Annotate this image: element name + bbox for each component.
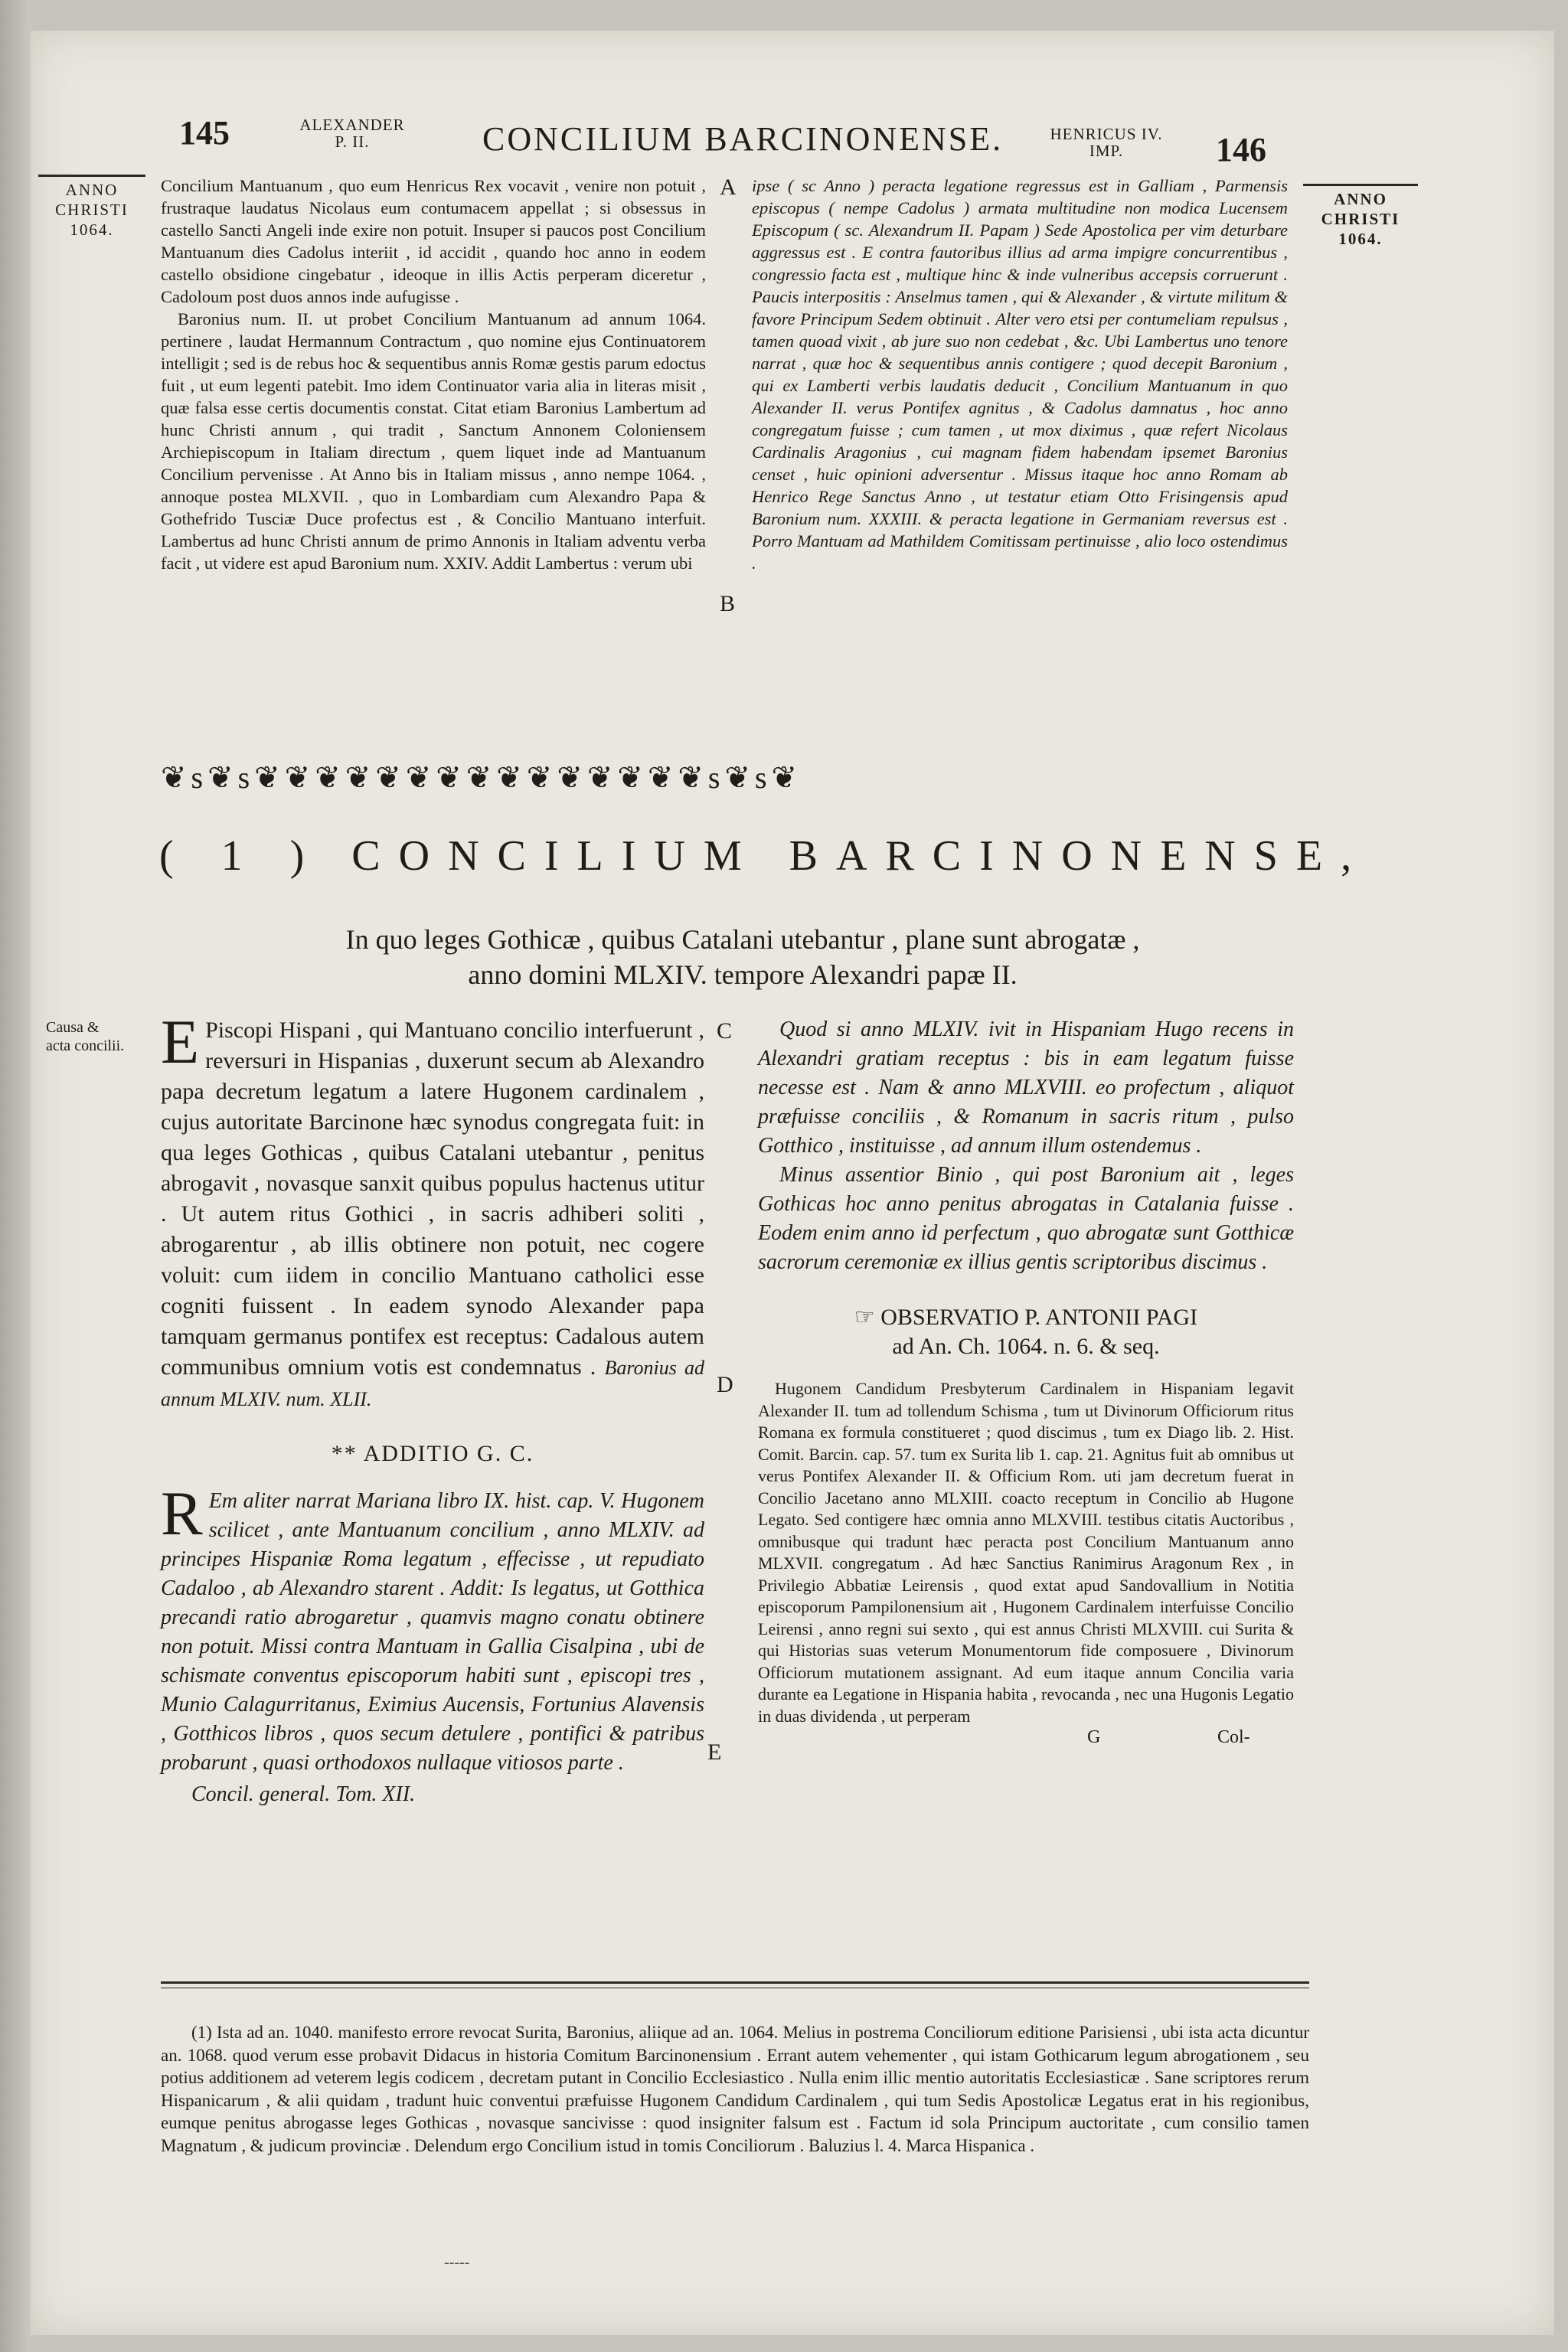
column-letter-c: C: [717, 1018, 733, 1044]
margin-anno-left-line: CHRISTI: [55, 201, 129, 219]
margin-anno-left: [38, 175, 145, 240]
additio-text: Em aliter narrat Mariana libro IX. hist. cap. V. Hugonem scilicet , ante Mantuanum concilium , anno MLXIV. ad principes Hispaniæ Roma legatum , effecisse , ut repudiato Cadaloo , ab Alexandro starent . Addit: Is legatus, ut Gotthica precandi ratio abrogaretur , quamvis magno conatu obtinere non potuit. Missi contra Mantuam in Gallia Cisalpina , ubi de schismate conventus episcoporum habiti sunt , episcopi tres , Munio Calagurritanus, Eximius Aucensis, Fortunius Alavensis , Gotthicos libros , quos secum detulere , pontifici & patribus probarunt , quasi orthodoxos nullaque vitiosos parte .: [161, 1489, 704, 1775]
paragraph: Concilium Mantuanum , quo eum Henricus Rex vocavit , venire non potuit , frustraque laudatus Nicolaus eum contumacem appellat ; si obsessus in castello Sancti Angeli inde exire non potuit. Insuper si paucos post Concilium Mantuanum dies Cadolus interiit , id accidit , quando hoc anno in eodem castello obsidione cingebatur , ideoque in illis Actis perperam diceretur , Cadoloum post duos annos inde aufugisse .: [161, 176, 706, 306]
catchword: Col-: [1217, 1727, 1250, 1747]
running-head-left: [299, 116, 406, 150]
observatio-text: Hugonem Candidum Presbyterum Cardinalem in Hispaniam legavit Alexander II. tum ad tollendum Schisma , tum ut Divinorum Officiorum ritus Romana ex formula constitueret ; quod discimus , tum ex Diago lib. 2. Hist. Comit. Barcin. cap. 57. tum ex Surita lib 1. cap. 21. Agnitus fuit ab omnibus ut verus Pontifex Alexander II. & Officium Rom. uti jam decretum fuerat in Concilio Jacetano anno MLXIII. coacto receptum in Concilio ab Hugone Legato. Sed contigere hæc omnia anno MLXVIII. testibus citatis Auctoribus , omnibusque qui tradunt hæc peracta post Concilium Mantuanum anno MLXVII. congregatum . Ad hæc Sanctius Ranimirus Aragonum Rex , in Privilegio Abbatiæ Leirensis , quod extat apud Sandovallium in Notitia episcoporum Pampilonensium ait , Hugonem Cardinalem interfuisse Concilio Leirensi , anno regni sui sexto , qui est annus Christi MLXVIII. cui Surita & qui Historias suas veterum Monumentorum fide composuere , Divinorum Officiorum mutationem assignant. Ad eum itaque annum Concilia varia durante ea Legatione in Hispania habita , revocanda , nec una Hugonis Legatio in duas dividenda , ut perperam: [758, 1379, 1294, 1726]
running-head-right-line1: HENRICUS IV.: [1050, 125, 1163, 143]
margin-anno-right: [1303, 184, 1418, 249]
running-head-right-line2: IMP.: [1089, 142, 1124, 160]
observatio-heading-line1: ☞ OBSERVATIO P. ANTONII PAGI: [854, 1305, 1198, 1330]
paragraph: Baronius num. II. ut probet Concilium Mantuanum ad annum 1064. pertinere , laudat Hermannum Contractum , quo nomine ejus Continuatorem intelligit ; sed is de rebus hoc & sequentibus annis Romæ gestis parum edoctus fuit , ut eum legenti patebit. Imo idem Continuator varia alia in literas misit , quæ falsa esse certis documentis constat. Citat etiam Baronius Lambertum ad hunc Christi annum , qui tradit , Sanctum Annonem Coloniensem Archiepiscopum in Italiam directum , quem liquet inde ad Mantuanum Concilium pervenisse . At Anno bis in Italiam missus , anno nempe 1064. , annoque postea MLXVII. , quo in Lombardiam cum Alexandro Papa & Gothefrido Tusciæ Duce profectus est , & Concilio Mantuano interfuit. Lambertus ad hunc Christi annum de primo Annonis in Italiam adventu verba facit , ut videre est apud Baronium num. XXIV. Addit Lambertus : verum ubi: [161, 309, 706, 573]
signature-mark: G: [1087, 1727, 1101, 1747]
drop-cap: R: [161, 1478, 203, 1548]
ornament-band: ❦s❦s❦❦❦❦❦❦❦❦❦❦❦❦❦❦❦s❦s❦: [161, 760, 802, 795]
page-number-right: 146: [1216, 131, 1266, 168]
margin-anno-right-line: CHRISTI: [1321, 210, 1400, 228]
column-letter-d: D: [717, 1372, 733, 1397]
margin-causa-note: [46, 1018, 145, 1055]
column-letter-e: E: [707, 1740, 722, 1765]
main-left-column: [161, 1007, 704, 1807]
margin-anno-right-line: 1064.: [1338, 230, 1383, 248]
section-subtitle-line2: anno domini MLXIV. tempore Alexandri papæ II.: [468, 959, 1018, 990]
footnote: (1) Ista ad an. 1040. manifesto errore revocat Surita, Baronius, aliique ad an. 1064. Melius in postrema Conciliorum editione Parisiensi , ubi ista acta dicuntur an. 1068. quod verum esse probavit Didacus in historia Comitum Barcinonensium . Errant autem vehementer , qui istam Gothicarum legum abrogationem , seu potius additionem ad veterem legis codicem , decretam putant in Concilio Ecclesiastico . Nulla enim illic mentio autoritatis Ecclesiasticæ . Sane scriptores rerum Hispanicarum , & alii quidam , tradunt huic conventui præfuisse Hugonem Candidum Cardinalem , qui tum Sedis Apostolicæ Legatus erat in his regionibus, eumque penitus abrogasse leges Gothicas , novasque sancivisse : quod insigniter falsum est . Factum id sola Principum auctoritate , cum consilio tamen Magnatum , & judicum provinciæ . Delendum ergo Concilium istud in tomis Conciliorum . Baluzius l. 4. Marca Hispanica .: [161, 2023, 1309, 2155]
book-gutter: [0, 0, 31, 2352]
section-subtitle: [161, 922, 1325, 992]
additio-paragraph: [161, 1478, 704, 1778]
column-letter-a: A: [720, 175, 737, 200]
drop-cap: E: [161, 1007, 200, 1076]
paragraph: Minus assentior Binio , qui post Baronium ait , leges Gothicas hoc anno penitus abrogatas in Catalania fuisse . Eodem enim anno id perfectum , quo abrogatæ sunt Gotthicæ sacrorum ceremoniæ ex illius gentis scriptoribus discimus .: [758, 1163, 1294, 1274]
book-page: [31, 31, 1554, 2335]
paragraph: ipse ( sc Anno ) peracta legatione regressus est in Galliam , Parmensis episcopus ( nempe Cadolus ) armata multitudine non modica Lucensem Episcopum ( sc. Alexandrum II. Papam ) Sede Apostolica per vim deturbare aggressus est . E contra fautoribus illius ad arma impigre concurrentibus , congressio facta est , multique hinc & inde vulneribus accepsis corruerunt . Paucis interpositis : Anselmus tamen , qui & Alexander , & virtute militum & favore Principum Sedem obtinuit . Alter vero etsi per contumeliam repulsus , tamen quoad vixit , ab jure suo non cedebat , &c. Ubi Lambertus uno tenore narrat , quæ hoc & sequentibus annis contigere ; quod decepit Baronium , qui ex Lamberti verbis laudatis deducit , Concilium Mantuanum in quo Alexander II. verus Pontifex agnitus , & Cadolus damnatus , hoc anno congregatum fuisse ; cum tamen , ut mox diximus , quæ refert Nicolaus Cardinalis Aragonius , cui magnam fidem habendam ipsemet Baronius censet , huic opinioni adversentur . Missus itaque hoc anno Romam ab Henrico Rege Sanctus Anno , ut testatur etiam Otto Frisingensis apud Baronium num. XXXIII. & peracta legatione in Germaniam reversus est . Porro Mantuam ad Mathildem Comitissam pertinuisse , alio loco ostendimus .: [752, 176, 1288, 573]
running-head-right: [1049, 126, 1164, 159]
bottom-mark: -----: [444, 2254, 470, 2271]
margin-causa-line: acta concilii.: [46, 1037, 125, 1054]
observatio-heading: [758, 1303, 1294, 1361]
footnote-rule-top: [161, 1981, 1309, 1984]
main-right-column: [758, 1015, 1294, 1752]
main-paragraph: [161, 1007, 704, 1415]
margin-causa-line: Causa &: [46, 1019, 100, 1036]
page-number-left: 145: [179, 114, 230, 152]
margin-anno-left-line: ANNO: [65, 181, 119, 199]
signature-line: [758, 1727, 1294, 1752]
main-paragraph-text: Piscopi Hispani , qui Mantuano concilio interfuerunt , reversuri in Hispanias , duxerunt secum ab Alexandro papa decretum legatum a latere Hugonem cardinalem , cujus autoritate Barcinone hæc synodus congregata fuit: in qua leges Gothicas , quibus Catalani utebantur , penitus abrogavit , novasque sanxit quibus populus hactenus utitur . Ut autem ritus Gothici , in sacris adhiberi soliti , abrogarentur , ab illis obtinere non potuit, nec cogere voluit: cum iidem in concilio Mantuano catholici esse cogniti fuissent . In eadem synodo Alexander papa tamquam germanus pontifex est receptus: Cadalous autem communibus omnium votis est condemnatus .: [161, 1018, 704, 1380]
paragraph: Quod si anno MLXIV. ivit in Hispaniam Hugo recens in Alexandri gratiam receptus : bis in eam legatum fuisse necesse est . Nam & anno MLXVIII. eo profectum , aliquot præfuisse conciliis , & Romanum in sacris ritum , pulso Gotthico , instituisse , ad annum illum ostendemus .: [758, 1018, 1294, 1158]
column-letter-b: B: [720, 591, 736, 616]
page-title: CONCILIUM BARCINONENSE.: [482, 120, 1004, 158]
top-right-column: [752, 175, 1288, 574]
margin-anno-right-line: ANNO: [1334, 190, 1387, 208]
observatio-heading-line2: ad An. Ch. 1064. n. 6. & seq.: [892, 1334, 1160, 1359]
margin-anno-left-line: 1064.: [70, 220, 114, 239]
section-subtitle-line1: In quo leges Gothicæ , quibus Catalani utebantur , plane sunt abrogatæ ,: [345, 924, 1140, 955]
top-left-column: [161, 175, 706, 574]
additio-heading: ** ADDITIO G. C.: [331, 1441, 534, 1466]
running-head-left-line1: ALEXANDER: [299, 116, 405, 134]
concil-reference: Concil. general. Tom. XII.: [191, 1782, 416, 1806]
citation: Baronius ad annum MLXIV. num. XLII.: [161, 1357, 704, 1410]
italic-paragraphs: [758, 1015, 1294, 1277]
section-title: ( 1 ) CONCILIUM BARCINONENSE,: [159, 832, 1370, 880]
running-head-left-line2: P. II.: [335, 132, 370, 151]
